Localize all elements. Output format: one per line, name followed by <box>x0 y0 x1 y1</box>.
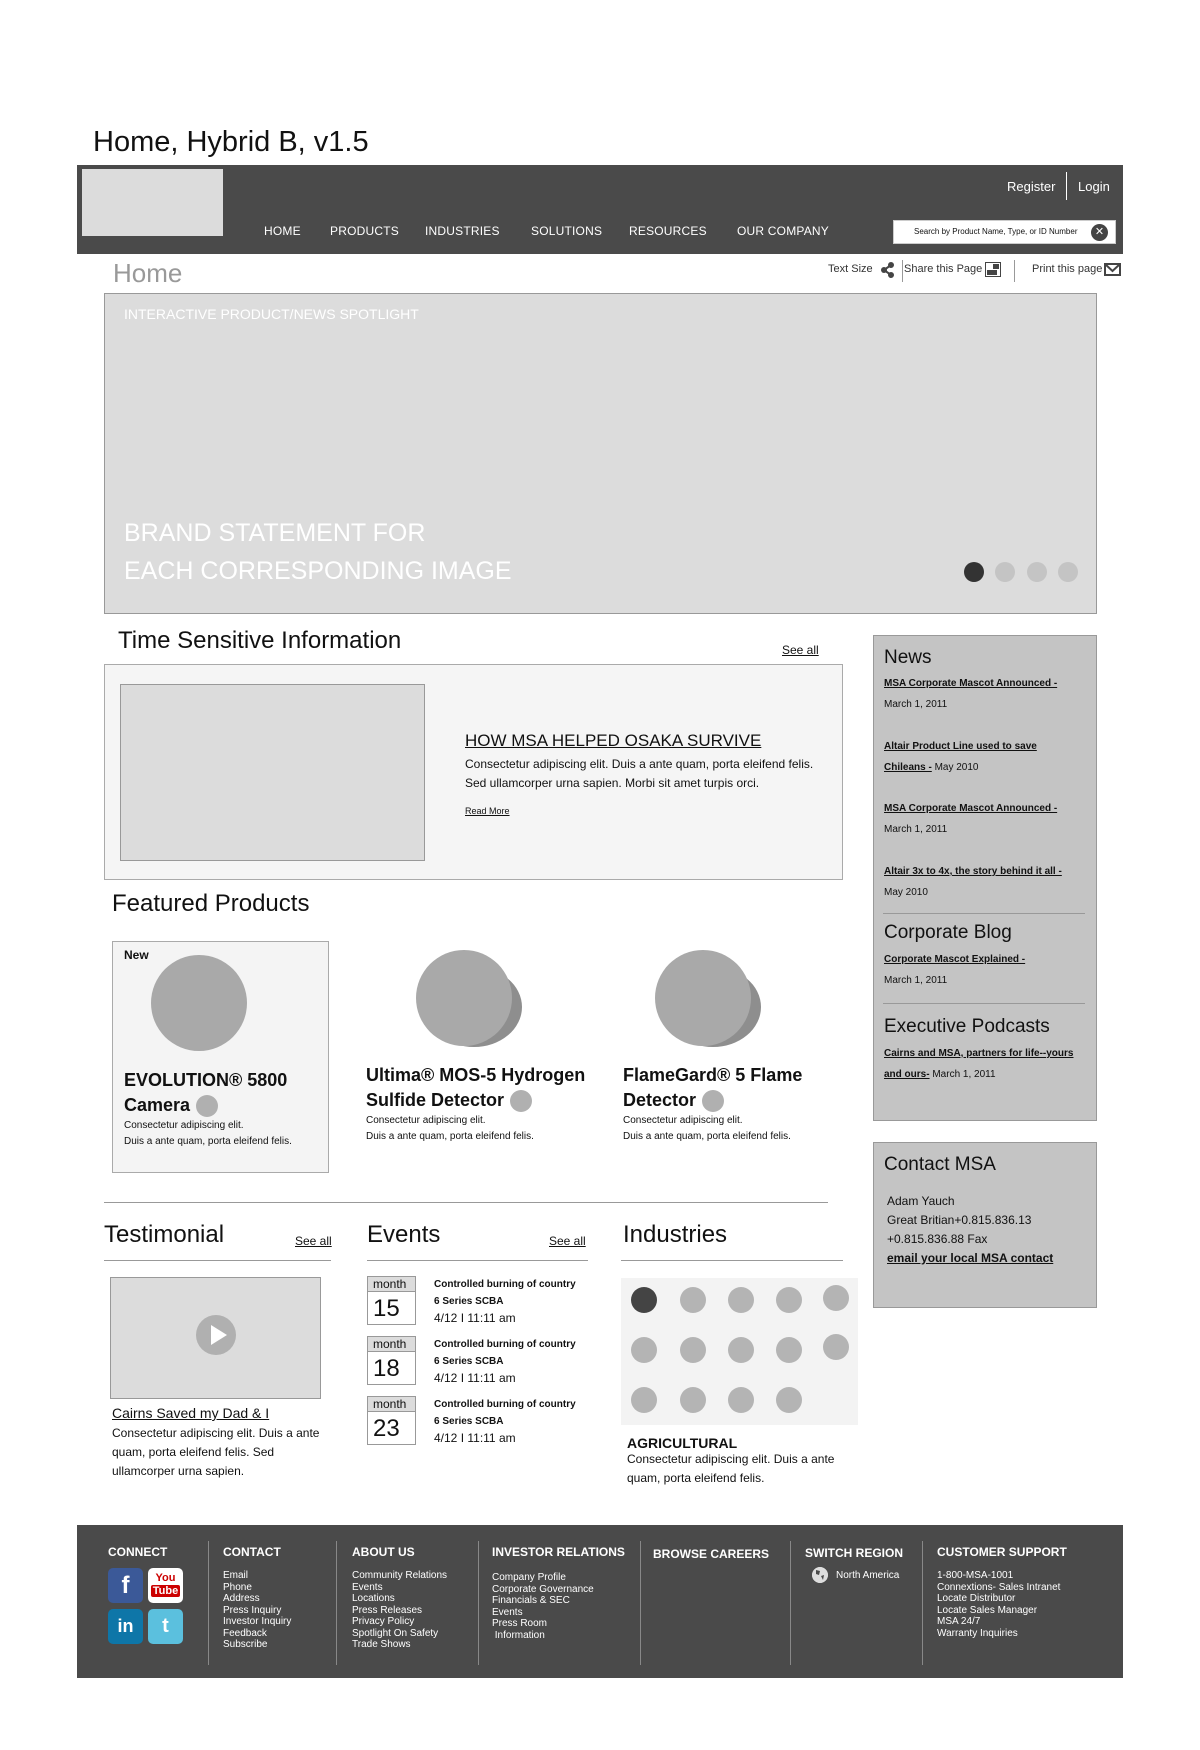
industry-icon[interactable] <box>776 1337 802 1363</box>
product-image-placeholder[interactable] <box>151 955 247 1051</box>
nav-products[interactable]: PRODUCTS <box>330 224 399 238</box>
testimonial-heading: Testimonial <box>104 1221 225 1248</box>
product-card <box>366 1063 606 1145</box>
globe-icon[interactable] <box>812 1567 828 1583</box>
logo-placeholder[interactable] <box>82 169 223 236</box>
section-rule <box>621 1260 843 1261</box>
event-time: 4/12 I 11:11 am <box>434 1311 516 1325</box>
sidebar-divider <box>883 1003 1085 1004</box>
calendar-month: month <box>368 1277 415 1292</box>
footer-careers-link[interactable]: BROWSE CAREERS <box>653 1547 770 1561</box>
register-link[interactable]: Register <box>1007 179 1056 194</box>
contact-details <box>887 1192 1053 1268</box>
industry-icon[interactable] <box>728 1287 754 1313</box>
event-item[interactable] <box>434 1336 576 1387</box>
slide-dot[interactable] <box>1027 562 1047 582</box>
footer-link[interactable]: Community Relations <box>352 1570 448 1581</box>
industry-icon[interactable] <box>631 1337 657 1363</box>
news-date: March 1, 2011 <box>884 824 948 835</box>
region-selector[interactable]: North America <box>836 1570 900 1581</box>
see-all-link[interactable]: See all <box>782 643 819 657</box>
podcast-link[interactable]: Cairns and MSA, partners for life--yours <box>884 1048 1074 1059</box>
product-image-placeholder[interactable] <box>655 950 751 1046</box>
news-date: May 2010 <box>934 762 979 773</box>
footer-link[interactable]: Company Profile <box>492 1572 566 1583</box>
product-card <box>124 1068 324 1150</box>
mail-icon[interactable] <box>1104 263 1121 276</box>
event-time: 4/12 I 11:11 am <box>434 1371 516 1385</box>
hero-brand-line: EACH CORRESPONDING IMAGE <box>124 557 512 585</box>
calendar-day: 23 <box>373 1415 400 1442</box>
footer-link[interactable]: Events <box>492 1606 523 1618</box>
product-title[interactable]: EVOLUTION® 5800 Camera <box>124 1068 324 1118</box>
calendar-badge <box>367 1396 416 1445</box>
footer-link[interactable]: MSA 24/7 <box>937 1616 981 1627</box>
calendar-badge <box>367 1336 416 1385</box>
events-heading: Events <box>367 1221 441 1248</box>
footer-contact-list <box>223 1570 291 1651</box>
footer-link[interactable]: Locations <box>352 1593 395 1604</box>
industry-icon[interactable] <box>776 1287 802 1313</box>
footer-link[interactable]: Spotlight On Safety <box>352 1627 439 1639</box>
news-link[interactable]: MSA Corporate Mascot Announced - <box>884 803 1058 814</box>
podcasts-heading: Executive Podcasts <box>884 1016 1050 1037</box>
contact-name: Adam Yauch <box>887 1194 955 1208</box>
industries-heading: Industries <box>623 1221 728 1248</box>
info-icon[interactable] <box>702 1090 724 1112</box>
info-icon[interactable] <box>196 1095 218 1117</box>
event-title: Controlled burning of country <box>434 1339 576 1350</box>
event-title: Controlled burning of country <box>434 1399 576 1410</box>
story-image-placeholder <box>120 684 425 861</box>
industry-body: Consectetur adipiscing elit. Duis a ante quam, porta eleifend felis. <box>627 1452 835 1485</box>
footer-divider <box>336 1541 337 1665</box>
industry-icon[interactable] <box>680 1287 706 1313</box>
footer-link[interactable]: Address <box>223 1593 260 1604</box>
footer-link[interactable]: Events <box>352 1581 383 1593</box>
read-more-link[interactable]: Read More <box>465 806 510 816</box>
facebook-icon[interactable]: f <box>108 1568 143 1603</box>
hero-label: INTERACTIVE PRODUCT/NEWS SPOTLIGHT <box>124 306 419 322</box>
contact-fax: +0.815.836.88 Fax <box>887 1232 988 1246</box>
nav-resources[interactable]: RESOURCES <box>629 224 707 238</box>
product-title[interactable]: FlameGard® 5 Flame Detector <box>623 1063 843 1113</box>
calendar-day: 18 <box>373 1355 400 1382</box>
header-divider <box>1066 172 1067 200</box>
news-item <box>884 673 1084 715</box>
utility-divider <box>1014 260 1015 282</box>
twitter-icon[interactable]: t <box>148 1609 183 1644</box>
footer-link[interactable]: Connextions- Sales Intranet <box>937 1581 1061 1593</box>
share-page-link[interactable]: Share this Page <box>904 263 983 275</box>
page-title: Home, Hybrid B, v1.5 <box>93 126 369 158</box>
industry-icon[interactable] <box>680 1337 706 1363</box>
blog-date: March 1, 2011 <box>884 975 948 986</box>
blog-item <box>884 949 1084 991</box>
section-divider <box>104 1202 828 1203</box>
footer-divider <box>922 1541 923 1665</box>
event-product: 6 Series SCBA <box>434 1296 504 1307</box>
event-time: 4/12 I 11:11 am <box>434 1431 516 1445</box>
blog-heading: Corporate Blog <box>884 922 1012 943</box>
search-box <box>893 220 1116 244</box>
footer-contact-heading: CONTACT <box>223 1545 281 1559</box>
calendar-month: month <box>368 1337 415 1352</box>
news-item <box>884 736 1084 778</box>
nav-home[interactable]: HOME <box>264 224 301 238</box>
see-all-link[interactable]: See all <box>295 1234 332 1248</box>
event-title: Controlled burning of country <box>434 1279 576 1290</box>
hero-brand-line: BRAND STATEMENT FOR <box>124 519 426 547</box>
featured-heading: Featured Products <box>112 890 310 917</box>
industry-icon[interactable] <box>823 1285 849 1311</box>
event-item[interactable] <box>434 1276 576 1327</box>
search-input[interactable] <box>894 222 1084 242</box>
footer-link[interactable]: Phone <box>223 1581 252 1593</box>
story-body: Consectetur adipiscing elit. Duis a ante quam, porta eleifend felis. Sed ullamcorper urna sapien. Morbi sit amet turpis orci. <box>465 757 814 790</box>
news-link[interactable]: Altair 3x to 4x, the story behind it all - <box>884 866 1062 877</box>
text-size-label[interactable]: Text Size <box>828 263 873 275</box>
product-desc: Consectetur adipiscing elit. <box>623 1115 743 1126</box>
event-item[interactable] <box>434 1396 576 1447</box>
footer-divider <box>478 1541 479 1665</box>
footer-link[interactable]: Subscribe <box>223 1639 268 1650</box>
slide-dot[interactable] <box>1058 562 1078 582</box>
footer-about-list <box>352 1570 447 1651</box>
hero-brand-statement <box>124 514 512 590</box>
product-desc: Duis a ante quam, porta eleifend felis. <box>124 1136 292 1147</box>
calendar-day: 15 <box>373 1295 400 1322</box>
footer-link[interactable]: Press Room <box>492 1618 548 1629</box>
product-desc: Duis a ante quam, porta eleifend felis. <box>623 1131 791 1142</box>
podcast-item <box>884 1043 1094 1085</box>
industry-icon[interactable] <box>631 1287 657 1313</box>
footer-divider <box>208 1541 209 1665</box>
utility-divider <box>902 260 903 282</box>
news-link[interactable]: Altair Product Line used to save <box>884 741 1037 752</box>
new-badge: New <box>124 948 149 962</box>
news-date: March 1, 2011 <box>884 699 948 710</box>
industry-icon[interactable] <box>680 1387 706 1413</box>
sidebar-divider <box>883 913 1085 914</box>
event-product: 6 Series SCBA <box>434 1356 504 1367</box>
footer-link[interactable]: 1-800-MSA-1001 <box>937 1570 1014 1581</box>
footer-link[interactable]: Privacy Policy <box>352 1616 415 1627</box>
time-sensitive-heading: Time Sensitive Information <box>118 627 402 654</box>
footer-region-heading: SWITCH REGION <box>805 1546 903 1560</box>
footer-link[interactable]: Trade Shows <box>352 1639 411 1650</box>
product-desc: Consectetur adipiscing elit. <box>366 1115 486 1126</box>
podcast-date: March 1, 2011 <box>932 1069 996 1080</box>
story-headline-link[interactable]: HOW MSA HELPED OSAKA SURVIVE <box>465 731 762 750</box>
print-page-link[interactable]: Print this page <box>1032 263 1103 275</box>
footer-link[interactable]: Financials & SEC <box>492 1595 570 1606</box>
footer-about-heading: ABOUT US <box>352 1545 415 1559</box>
login-link[interactable]: Login <box>1078 179 1110 194</box>
news-link[interactable]: Chileans - <box>884 762 932 773</box>
footer-link[interactable]: Locate Sales Manager <box>937 1604 1038 1616</box>
nav-solutions[interactable]: SOLUTIONS <box>531 224 603 238</box>
see-all-link[interactable]: See all <box>549 1234 586 1248</box>
share-icon[interactable] <box>880 262 895 278</box>
nav-our-company[interactable]: OUR COMPANY <box>737 224 829 238</box>
contact-heading: Contact MSA <box>884 1154 996 1175</box>
youtube-icon[interactable]: You Tube <box>148 1568 183 1603</box>
industry-icon[interactable] <box>728 1387 754 1413</box>
footer-link[interactable]: Corporate Governance <box>492 1583 594 1595</box>
product-title[interactable]: Ultima® MOS-5 Hydrogen Sulfide Detector <box>366 1063 606 1113</box>
event-product: 6 Series SCBA <box>434 1416 504 1427</box>
news-date: May 2010 <box>884 887 928 898</box>
news-item <box>884 861 1099 903</box>
nav-industries[interactable]: INDUSTRIES <box>425 224 500 238</box>
footer-link[interactable]: Email <box>223 1570 249 1581</box>
news-heading: News <box>884 647 932 668</box>
product-desc: Consectetur adipiscing elit. <box>124 1120 244 1131</box>
footer-link[interactable]: Feedback <box>223 1627 267 1639</box>
slide-dot-active[interactable] <box>964 562 984 582</box>
product-card <box>623 1063 843 1145</box>
podcast-link[interactable]: and ours- <box>884 1069 930 1080</box>
industry-icon[interactable] <box>823 1334 849 1360</box>
product-desc: Duis a ante quam, porta eleifend felis. <box>366 1131 534 1142</box>
footer-divider <box>790 1541 791 1665</box>
close-icon[interactable]: ✕ <box>1091 224 1108 241</box>
calendar-month: month <box>368 1397 415 1412</box>
section-rule <box>367 1260 588 1261</box>
footer-divider <box>640 1541 641 1665</box>
testimonial-body: Consectetur adipiscing elit. Duis a ante quam, porta eleifend felis. Sed ullamcorper urna sapien. <box>112 1426 320 1478</box>
testimonial-title-link[interactable]: Cairns Saved my Dad & I <box>112 1405 270 1421</box>
calendar-badge <box>367 1276 416 1325</box>
footer-link[interactable]: Information <box>492 1629 545 1641</box>
footer-support-heading: CUSTOMER SUPPORT <box>937 1545 1067 1559</box>
section-rule <box>104 1260 331 1261</box>
industry-icon[interactable] <box>728 1337 754 1363</box>
industry-icon[interactable] <box>776 1387 802 1413</box>
blog-link[interactable]: Corporate Mascot Explained - <box>884 954 1026 965</box>
industry-title: AGRICULTURAL <box>627 1435 738 1451</box>
product-image-placeholder[interactable] <box>416 950 512 1046</box>
page-icon <box>985 262 1001 277</box>
news-item <box>884 798 1084 840</box>
footer-link[interactable]: Press Inquiry <box>223 1604 282 1616</box>
footer-link[interactable]: Press Releases <box>352 1604 423 1616</box>
contact-email-link[interactable]: email your local MSA contact <box>887 1251 1054 1265</box>
footer-connect-heading: CONNECT <box>108 1545 168 1559</box>
breadcrumb: Home <box>113 258 183 288</box>
footer-investor-heading: INVESTOR RELATIONS <box>492 1545 625 1559</box>
footer-support-list <box>937 1570 1060 1639</box>
industry-icon[interactable] <box>631 1387 657 1413</box>
info-icon[interactable] <box>510 1090 532 1112</box>
footer-link[interactable]: Warranty Inquiries <box>937 1627 1018 1639</box>
linkedin-icon[interactable]: in <box>108 1609 143 1644</box>
footer-link[interactable]: Locate Distributor <box>937 1593 1016 1604</box>
footer-link[interactable]: Investor Inquiry <box>223 1616 292 1627</box>
play-triangle <box>211 1325 227 1345</box>
news-link[interactable]: MSA Corporate Mascot Announced - <box>884 678 1058 689</box>
footer-investor-list <box>492 1572 594 1641</box>
contact-phone: Great Britian+0.815.836.13 <box>887 1213 1032 1227</box>
slide-dot[interactable] <box>995 562 1015 582</box>
